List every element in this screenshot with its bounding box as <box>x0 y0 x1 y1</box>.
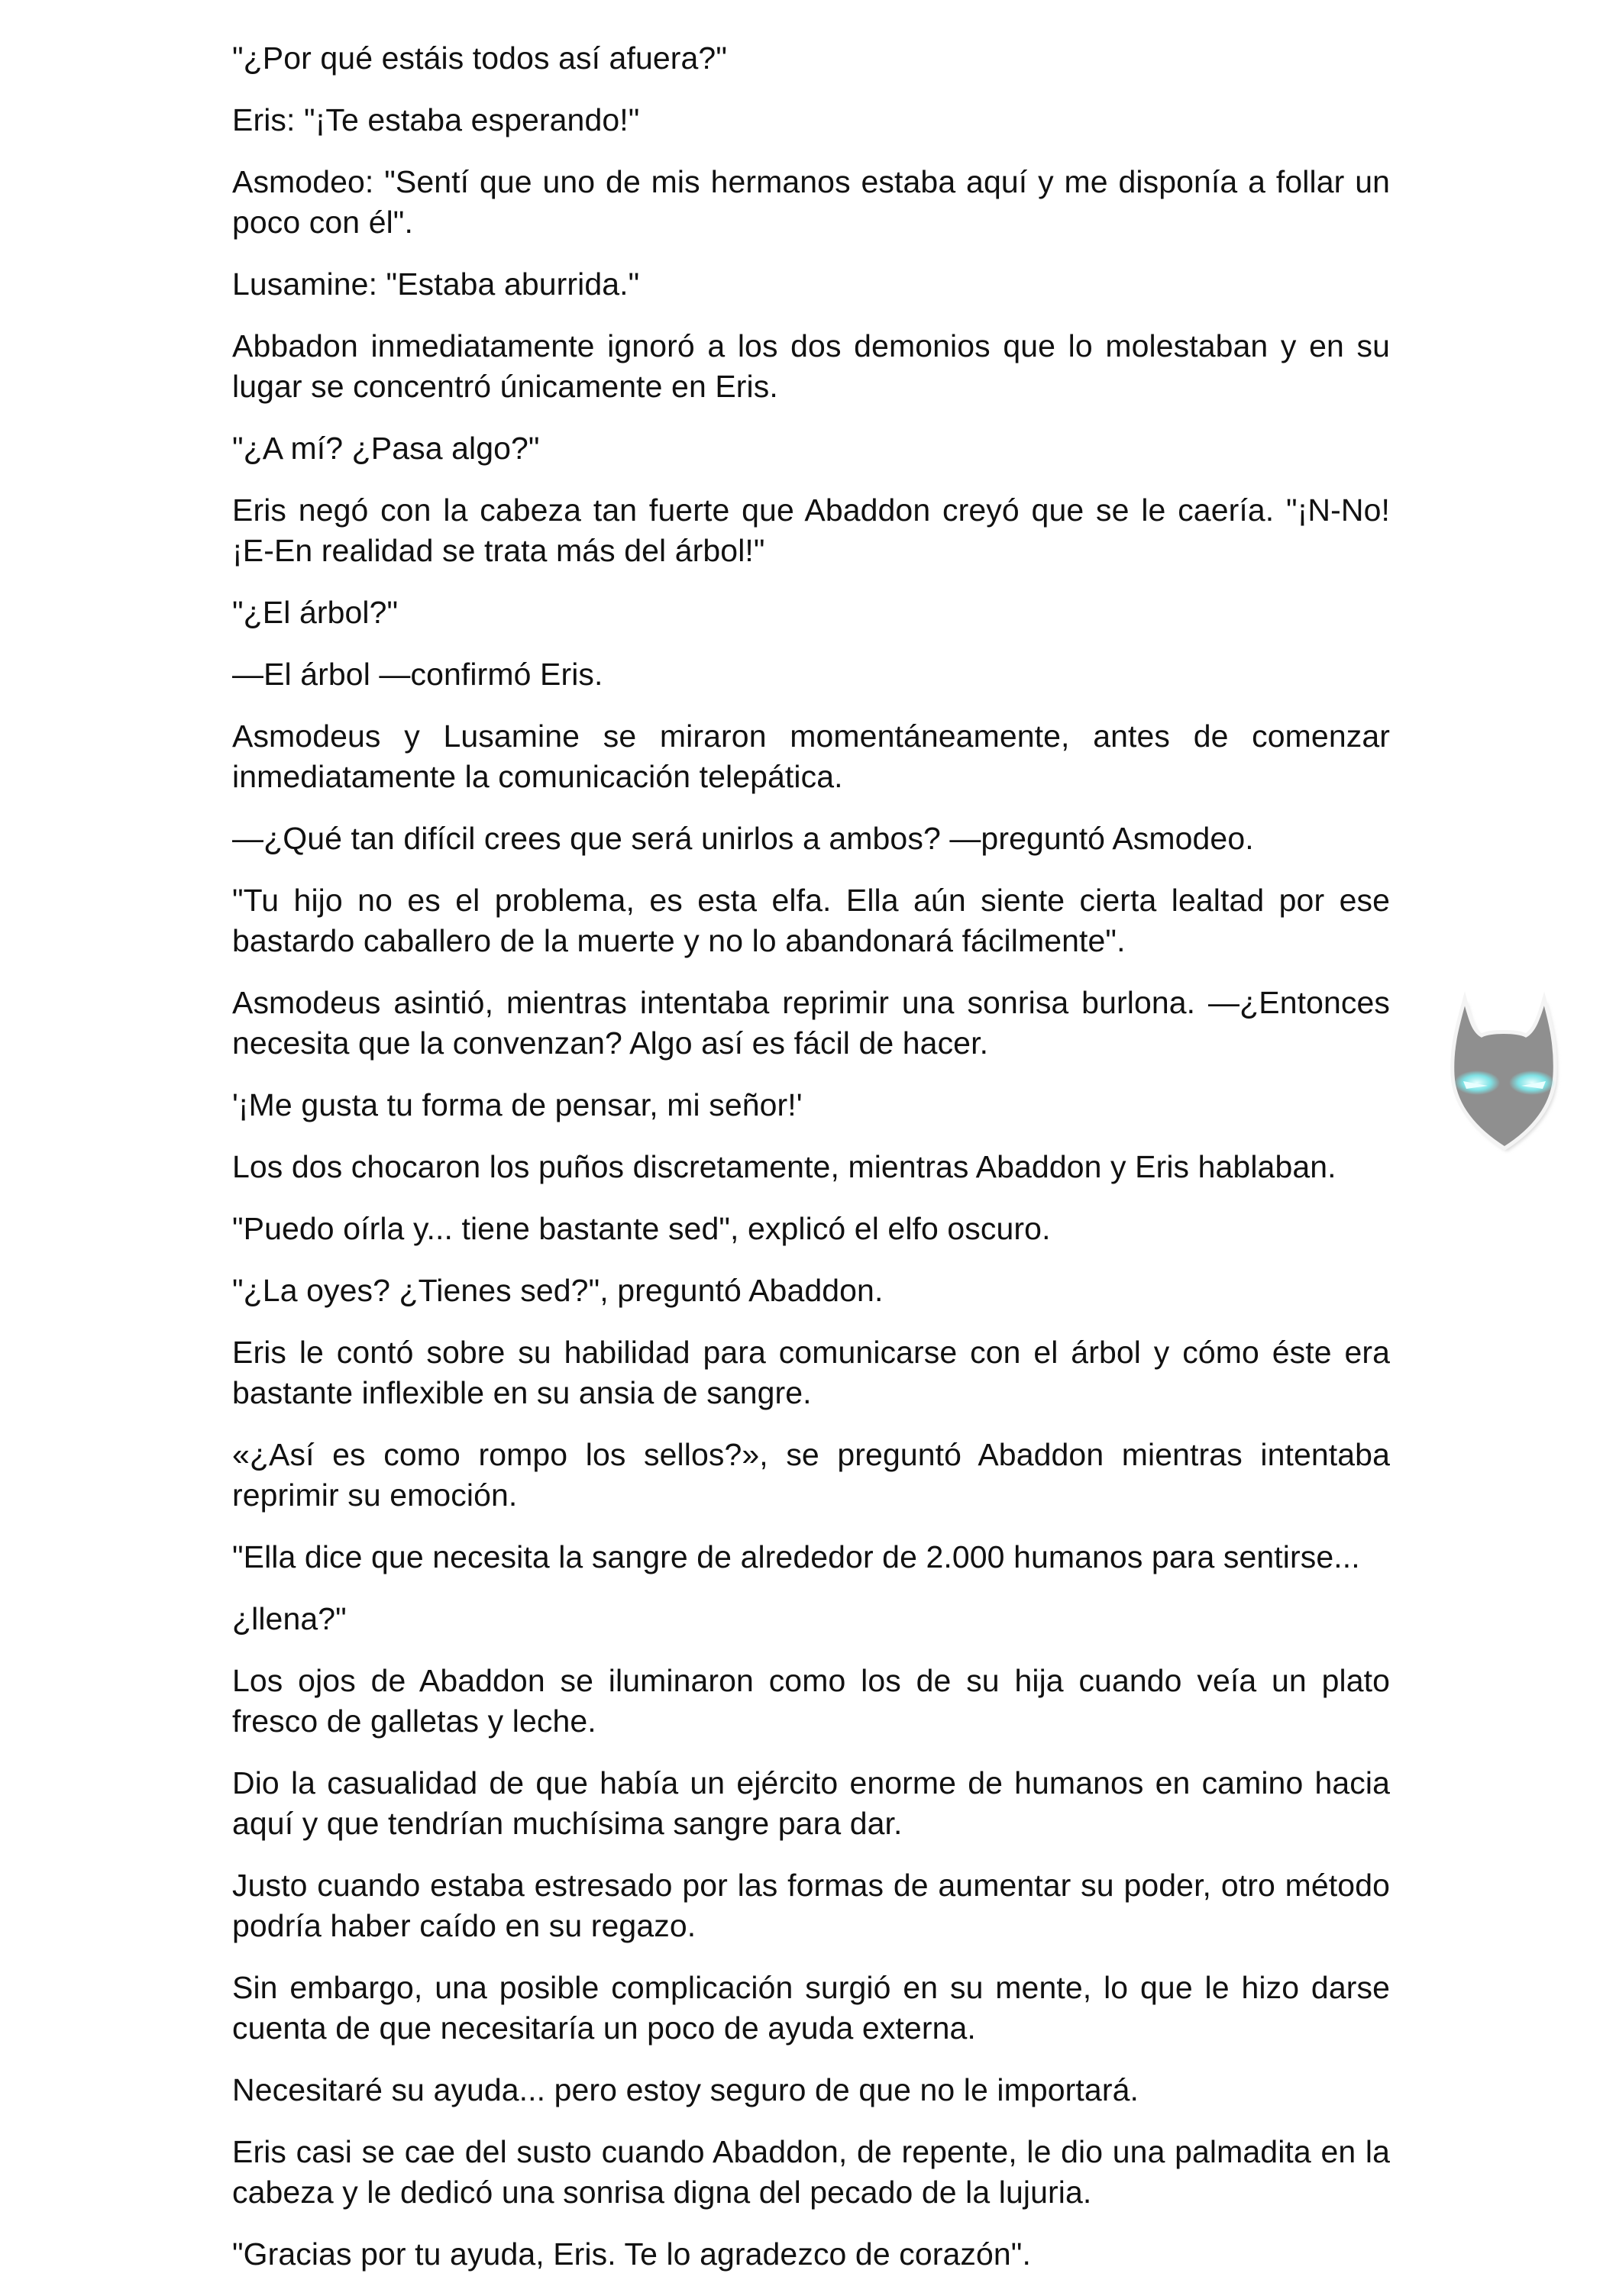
paragraph-6: "¿A mí? ¿Pasa algo?" <box>232 431 540 466</box>
paragraph-11: —¿Qué tan difícil crees que será unirlos a ambos? —preguntó Asmodeo. <box>232 821 1254 856</box>
paragraph-27: Eris casi se cae del susto cuando Abaddon, de repente, le dio una palmadita en la cabeza y le dedicó una sonrisa digna del pecado de la lujuria. <box>232 2134 1390 2210</box>
paragraph-19: «¿Así es como rompo los sellos?», se preguntó Abaddon mientras intentaba reprimir su emoción. <box>232 1437 1390 1513</box>
paragraph-21: ¿llena?" <box>232 1601 347 1636</box>
paragraph-20: "Ella dice que necesita la sangre de alrededor de 2.000 humanos para sentirse... <box>232 1539 1360 1574</box>
paragraph-13: Asmodeus asintió, mientras intentaba reprimir una sonrisa burlona. —¿Entonces necesita que la convenzan? Algo así es fácil de hacer. <box>232 985 1390 1061</box>
paragraph-9: —El árbol —confirmó Eris. <box>232 657 603 692</box>
paragraph-22: Los ojos de Abaddon se iluminaron como los de su hija cuando veía un plato fresco de galletas y leche. <box>232 1663 1390 1739</box>
paragraph-28: "Gracias por tu ayuda, Eris. Te lo agradezco de corazón". <box>232 2236 1031 2272</box>
paragraph-3: Asmodeo: "Sentí que uno de mis hermanos estaba aquí y me disponía a follar un poco con él". <box>232 164 1390 240</box>
paragraph-23: Dio la casualidad de que había un ejército enorme de humanos en camino hacia aquí y que tendrían muchísima sangre para dar. <box>232 1765 1390 1841</box>
paragraph-26: Necesitaré su ayuda... pero estoy seguro de que no le importará. <box>232 2072 1139 2107</box>
paragraph-18: Eris le contó sobre su habilidad para comunicarse con el árbol y cómo éste era bastante inflexible en su ansia de sangre. <box>232 1335 1390 1410</box>
paragraph-15: Los dos chocaron los puños discretamente, mientras Abaddon y Eris hablaban. <box>232 1149 1336 1184</box>
paragraph-24: Justo cuando estaba estresado por las formas de aumentar su poder, otro método podría haber caído en su regazo. <box>232 1868 1390 1943</box>
paragraph-14: '¡Me gusta tu forma de pensar, mi señor!' <box>232 1087 803 1122</box>
paragraph-5: Abbadon inmediatamente ignoró a los dos demonios que lo molestaban y en su lugar se concentró únicamente en Eris. <box>232 328 1390 404</box>
paragraph-4: Lusamine: "Estaba aburrida." <box>232 266 640 302</box>
paragraph-16: "Puedo oírla y... tiene bastante sed", explicó el elfo oscuro. <box>232 1211 1051 1246</box>
paragraph-10: Asmodeus y Lusamine se miraron momentáneamente, antes de comenzar inmediatamente la comunicación telepática. <box>232 719 1390 794</box>
paragraph-8: "¿El árbol?" <box>232 595 399 630</box>
paragraph-17: "¿La oyes? ¿Tienes sed?", preguntó Abaddon. <box>232 1273 884 1308</box>
paragraph-12: "Tu hijo no es el problema, es esta elfa. Ella aún siente cierta lealtad por ese bastardo caballero de la muerte y no lo abandonará fácilmente". <box>232 883 1390 958</box>
document-body <box>232 38 1390 2296</box>
paragraph-1: "¿Por qué estáis todos así afuera?" <box>232 40 727 76</box>
paragraph-2: Eris: "¡Te estaba esperando!" <box>232 102 640 137</box>
demon-head-icon <box>1434 991 1573 1154</box>
paragraph-25: Sin embargo, una posible complicación surgió en su mente, lo que le hizo darse cuenta de que necesitaría un poco de ayuda externa. <box>232 1970 1390 2046</box>
paragraph-7: Eris negó con la cabeza tan fuerte que Abaddon creyó que se le caería. "¡N-No! ¡E-En realidad se trata más del árbol!" <box>232 492 1390 568</box>
